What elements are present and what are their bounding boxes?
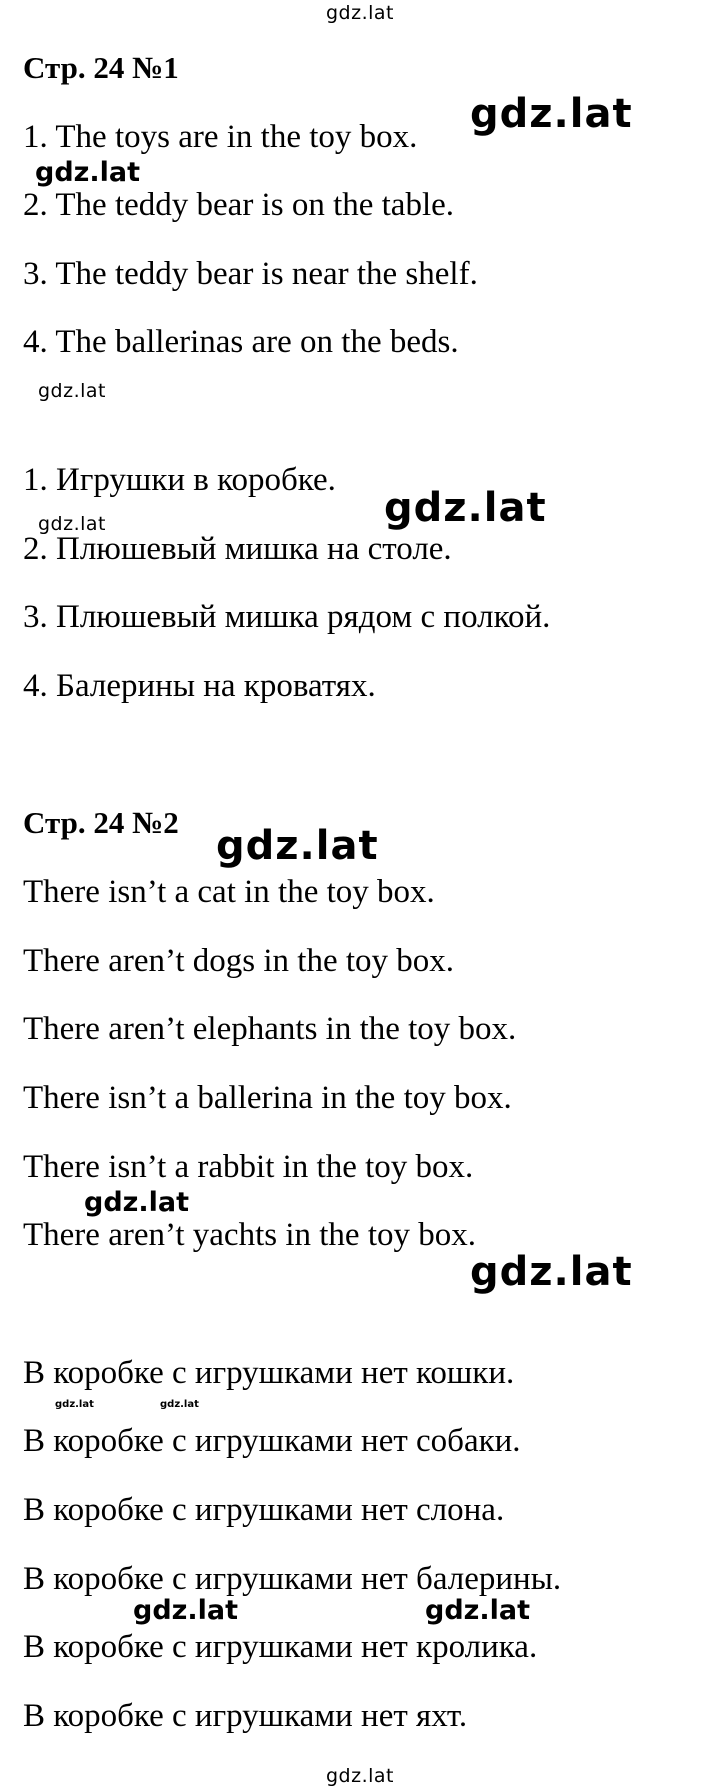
watermark-tiny-2: gdz.lat xyxy=(160,1399,199,1410)
section-1-russian-line-3: 3. Плюшевый мишка рядом с полкой. xyxy=(23,599,551,635)
section-2-russian-line-3: В коробке с игрушками нет слона. xyxy=(23,1492,505,1528)
section-2-russian-line-1: В коробке с игрушками нет кошки. xyxy=(23,1355,515,1391)
watermark-small-2: gdz.lat xyxy=(38,513,107,535)
watermark-tiny-1: gdz.lat xyxy=(55,1399,94,1410)
section-1-english-line-3: 3. The teddy bear is near the shelf. xyxy=(23,256,478,292)
section-2-english-line-6: There aren’t yachts in the toy box. xyxy=(23,1217,476,1253)
section-2-english-line-2: There aren’t dogs in the toy box. xyxy=(23,943,455,979)
watermark-medium-2: gdz.lat xyxy=(84,1187,190,1218)
section-2-english-line-1: There isn’t a cat in the toy box. xyxy=(23,874,435,910)
watermark-medium-3: gdz.lat xyxy=(133,1595,239,1626)
watermark-medium-1: gdz.lat xyxy=(35,157,141,188)
section-1-english-line-1: 1. The toys are in the toy box. xyxy=(23,119,418,155)
section-1-english-line-4: 4. The ballerinas are on the beds. xyxy=(23,324,459,360)
section-2-russian-line-4: В коробке с игрушками нет балерины. xyxy=(23,1561,562,1597)
watermark-bottom: gdz.lat xyxy=(326,1765,395,1787)
section-1-russian-line-2: 2. Плюшевый мишка на столе. xyxy=(23,531,452,567)
watermark-large-1: gdz.lat xyxy=(470,91,633,137)
watermark-large-2: gdz.lat xyxy=(384,485,547,531)
section-1-russian-line-1: 1. Игрушки в коробке. xyxy=(23,462,336,498)
watermark-large-3: gdz.lat xyxy=(216,823,379,869)
section-2-russian-line-6: В коробке с игрушками нет яхт. xyxy=(23,1698,468,1734)
watermark-top: gdz.lat xyxy=(326,2,395,24)
watermark-large-4: gdz.lat xyxy=(470,1249,633,1295)
section-2-english-line-5: There isn’t a rabbit in the toy box. xyxy=(23,1149,474,1185)
section-2-russian-line-2: В коробке с игрушками нет собаки. xyxy=(23,1423,521,1459)
section-2-english-line-3: There aren’t elephants in the toy box. xyxy=(23,1011,517,1047)
section-2-heading: Стр. 24 №2 xyxy=(23,805,179,840)
section-2-english-line-4: There isn’t a ballerina in the toy box. xyxy=(23,1080,512,1116)
section-2-russian-line-5: В коробке с игрушками нет кролика. xyxy=(23,1629,538,1665)
section-1-english-line-2: 2. The teddy bear is on the table. xyxy=(23,187,455,223)
section-1-heading: Стр. 24 №1 xyxy=(23,50,179,85)
watermark-medium-4: gdz.lat xyxy=(425,1595,531,1626)
watermark-small-1: gdz.lat xyxy=(38,380,107,402)
section-1-russian-line-4: 4. Балерины на кроватях. xyxy=(23,668,376,704)
